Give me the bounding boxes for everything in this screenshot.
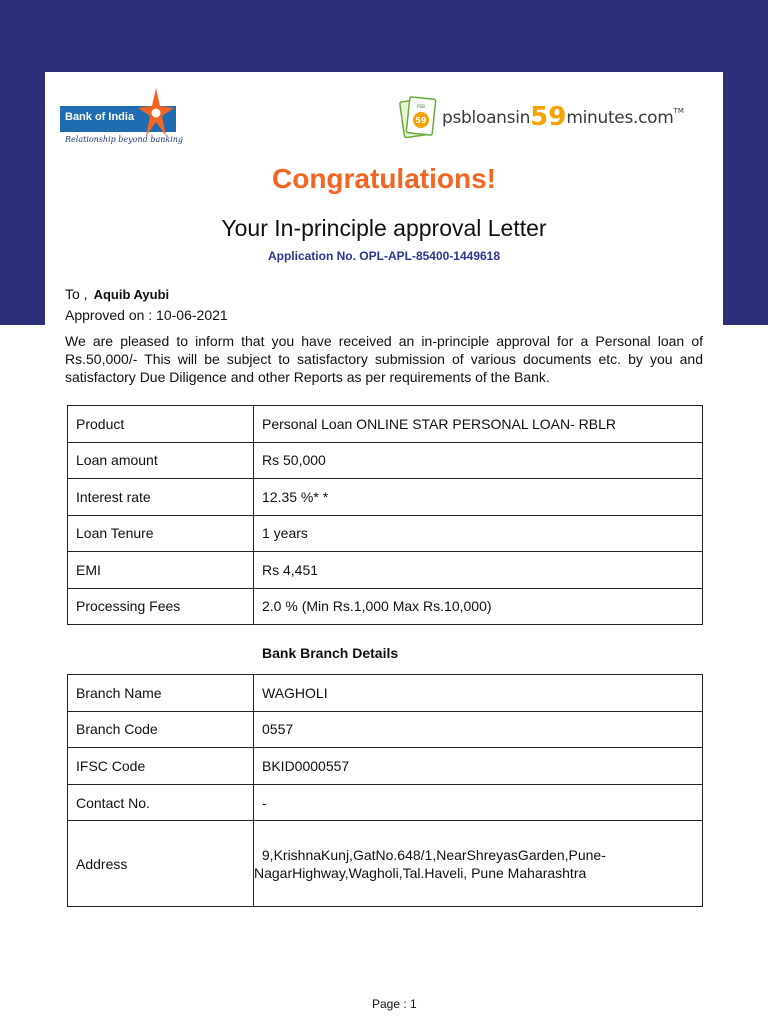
star-icon [136,88,176,138]
table-row [68,479,703,516]
congratulations-heading: Congratulations! [272,163,496,194]
branch-details-heading: Bank Branch Details [262,645,399,661]
branch-detail-value: WAGHOLI [254,675,703,712]
table-row [68,552,703,589]
psb-loans-icon [398,96,438,140]
branch-detail-label: Branch Code [68,711,254,748]
application-number: Application No. OPL-APL-85400-1449618 [267,249,501,263]
branch-detail-label: Branch Name [68,675,254,712]
recipient-name: Aquib Ayubi [93,287,170,302]
loan-details-table [67,405,703,625]
table-row [68,442,703,479]
branch-detail-value: - [254,784,703,821]
bank-of-india-logo [60,88,184,146]
loan-detail-value: 2.0 % (Min Rs.1,000 Max Rs.10,000) [254,588,703,625]
branch-detail-label: Address [68,821,254,907]
branch-detail-value: 0557 [254,711,703,748]
loan-detail-label: Interest rate [68,479,254,516]
psbloans-wordmark: psbloansin59minutes.com™ [442,102,684,132]
approved-on-date: Approved on : 10-06-2021 [65,307,228,323]
loan-detail-label: EMI [68,552,254,589]
page-number: Page : 1 [372,997,417,1011]
intro-paragraph: We are pleased to inform that you have received an in-principle approval for a Personal loan of Rs.50,000/- This will be subject to satisfactory submission of various documents etc. by you and satisfactory Due Diligence and other Reports as per requirements of the Bank. [65,333,703,385]
psbloans-logo [398,96,698,142]
loan-detail-value: 12.35 %* * [254,479,703,516]
recipient-line [65,286,169,302]
table-row [68,675,703,712]
address-line: 9,KrishnaKunj,GatNo.648/1,NearShreyasGarden,Pune- [258,846,606,863]
loan-detail-label: Product [68,406,254,443]
loan-detail-value: 1 years [254,515,703,552]
loan-detail-label: Processing Fees [68,588,254,625]
loan-detail-label: Loan Tenure [68,515,254,552]
table-row [68,406,703,443]
to-label: To , [65,286,88,302]
table-row [68,588,703,625]
branch-detail-label: IFSC Code [68,748,254,785]
branch-detail-label: Contact No. [68,784,254,821]
branch-detail-value: BKID0000557 [254,748,703,785]
bank-name: Bank of India [65,111,135,123]
letter-title: Your In-principle approval Letter [221,215,547,241]
branch-details-table [67,674,703,907]
svg-text:59: 59 [415,116,427,125]
loan-detail-value: Rs 4,451 [254,552,703,589]
table-row [68,821,703,907]
loan-detail-value: Rs 50,000 [254,442,703,479]
address-line: NagarHighway,Wagholi,Tal.Haveli, Pune Maharashtra [254,864,587,881]
loan-detail-label: Loan amount [68,442,254,479]
svg-text:PSB: PSB [417,104,425,109]
table-row [68,515,703,552]
branch-address-value [254,821,703,907]
table-row [68,784,703,821]
table-row [68,711,703,748]
table-row [68,748,703,785]
bank-tagline: Relationship beyond banking [65,135,184,144]
loan-detail-value: Personal Loan ONLINE STAR PERSONAL LOAN- RBLR [254,406,703,443]
